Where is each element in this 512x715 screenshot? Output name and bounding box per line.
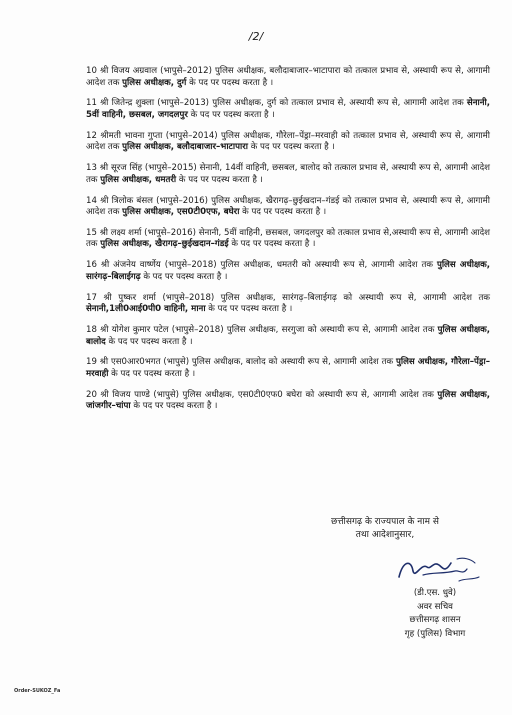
signatory-designation: अवर सचिव <box>417 601 453 612</box>
posting-designation: पुलिस अधीक्षक, दुर्ग <box>122 77 187 88</box>
closing-line-1: छत्तीसगढ़ के राज्यपाल के नाम से <box>331 517 439 527</box>
entry-text: 19 श्री एस0आर0भगत (भापुसे) पुलिस अधीक्षक, बालोद को अस्थायी रूप से, आगामी आदेश तक <box>86 357 396 368</box>
closing-line-2: तथा आदेशानुसार, <box>355 530 415 540</box>
signatory-office: छत्तीसगढ़ शासन <box>409 615 461 625</box>
signatory-name: (डी.एस. धुवे) <box>413 588 457 598</box>
order-entry-18 <box>86 325 490 348</box>
order-entry-19 <box>86 357 490 380</box>
posting-designation: पुलिस अधीक्षक, जांजगीर–चांपा <box>86 389 490 412</box>
order-entry-13 <box>86 163 490 186</box>
entry-text: 10 श्री विजय अग्रवाल (भापुसे–2012) पुलिस अधीक्षक, बलौदाबाजार–भाटापारा को तत्काल प्रभाव से, अस्थायी रूप से, आगामी आदेश तक <box>86 66 490 88</box>
entry-text: के पद पर पदस्थ करता है । <box>140 271 228 282</box>
handwritten-signature <box>393 553 483 585</box>
entry-text: के पद पर पदस्थ करता है । <box>247 142 335 153</box>
entry-text: के पद पर पदस्थ करता है । <box>205 304 293 315</box>
entry-text: के पद पर पदस्थ करता है । <box>228 239 316 250</box>
posting-designation: पुलिस अधीक्षक, बलौदाबाजार–भाटापारा <box>122 142 248 153</box>
entry-text: 16 श्री अंजनेय वार्ष्णेय (भापुसे–2018) पुलिस अधीक्षक, धमतरी को अस्थायी रूप से, आगामी आदेश तक <box>86 260 437 271</box>
posting-designation: पुलिस अधीक्षक, बालोद <box>86 325 491 347</box>
transfer-order-list <box>86 66 490 422</box>
order-entry-20 <box>86 390 490 413</box>
posting-designation: सेनानी, 5वीं वाहिनी, छसबल, जगदलपुर <box>86 98 490 120</box>
order-entry-14 <box>86 196 490 219</box>
entry-text: के पद पर पदस्थ करता है । <box>105 336 193 347</box>
entry-text: के पद पर पदस्थ करता है । <box>186 77 274 88</box>
order-entry-10 <box>86 66 490 89</box>
entry-text: 12 श्रीमती भावना गुप्ता (भापुसे–2014) पुलिस अधीक्षक, गौरेला–पेंड्रा–मरवाही को तत्काल प्रभाव से, अस्थायी रूप से, आगामी आदेश तक <box>86 130 490 153</box>
entry-text: 20 श्री विजय पाण्डे (भापुसे) पुलिस अधीक्षक, एस0टी0एफ0 बघेरा को अस्थायी रूप से, आगामी आदेश तक <box>86 389 438 400</box>
entry-text: 17 श्री पुष्कर शर्मा (भापुसे–2018) पुलिस अधीक्षक, सारंगढ़–बिलाईगढ़ को अस्थायी रूप से, आगामी आदेश तक <box>86 292 490 303</box>
entry-text: 11 श्री जितेन्द्र शुक्ला (भापुसे–2013) पुलिस अधीक्षक, दुर्ग को तत्काल प्रभाव से, अस्थायी रूप से, आगामी आदेश तक <box>86 98 467 109</box>
entry-text: के पद पर पदस्थ करता है । <box>187 109 275 120</box>
entry-text: के पद पर पदस्थ करता है । <box>176 174 263 185</box>
closing-authority <box>285 516 485 542</box>
order-entry-16 <box>86 260 490 283</box>
posting-designation: पुलिस अधीक्षक, एस0टी0एफ, बघेरा <box>122 207 240 218</box>
entry-text: के पद पर पदस्थ करता है । <box>239 207 327 218</box>
entry-text: के पद पर पदस्थ करता है । <box>108 368 196 379</box>
posting-designation: सेनानी,1ली0आई0पी0 वाहिनी, माना <box>86 304 206 315</box>
order-entry-12 <box>86 131 490 154</box>
entry-text: के पद पर पदस्थ करता है । <box>130 401 218 412</box>
entry-text: 14 श्री त्रिलोक बंसल (भापुसे–2016) पुलिस अधीक्षक, खैरागढ़–छुईखदान–गंडई को तत्काल प्रभाव से, अस्थायी रूप से, आगामी आदेश तक <box>86 195 490 218</box>
page-number: /2/ <box>248 30 264 43</box>
order-entry-11 <box>86 98 490 121</box>
order-entry-17 <box>86 293 490 316</box>
posting-designation: पुलिस अधीक्षक, खैरागढ़–छुईखदान–गंडई <box>100 239 229 250</box>
posting-designation: पुलिस अधीक्षक, सारंगढ़–बिलाईगढ़ <box>86 260 490 282</box>
posting-designation: पुलिस अधीक्षक, गौरेला–पेंड्रा–मरवाही <box>86 357 491 379</box>
signatory-department: गृह (पुलिस) विभाग <box>404 628 466 639</box>
order-entry-15 <box>86 228 490 251</box>
entry-text: 13 श्री सूरज सिंह (भापुसे–2015) सेनानी, 14वीं वाहिनी, छसबल, बालोद को तत्काल प्रभाव से, अस्थायी रूप से, आगामी आदेश तक <box>86 163 490 185</box>
signatory-block <box>380 587 490 641</box>
entry-text: 15 श्री लक्ष्य शर्मा (भापुसे–2016) सेनानी, 5वीं वाहिनी, छसबल, जगदलपुर को तत्काल प्रभाव से,अस्थायी रूप से, आगामी आदेश तक <box>86 227 490 250</box>
entry-text: 18 श्री योगेश कुमार पटेल (भापुसे–2018) पुलिस अधीक्षक, सरगुजा को अस्थायी रूप से, आगामी आदेश तक <box>86 325 438 335</box>
footer-file-code: Order-SUKOZ_Fa <box>14 688 61 694</box>
posting-designation: पुलिस अधीक्षक, धमतरी <box>100 174 177 185</box>
